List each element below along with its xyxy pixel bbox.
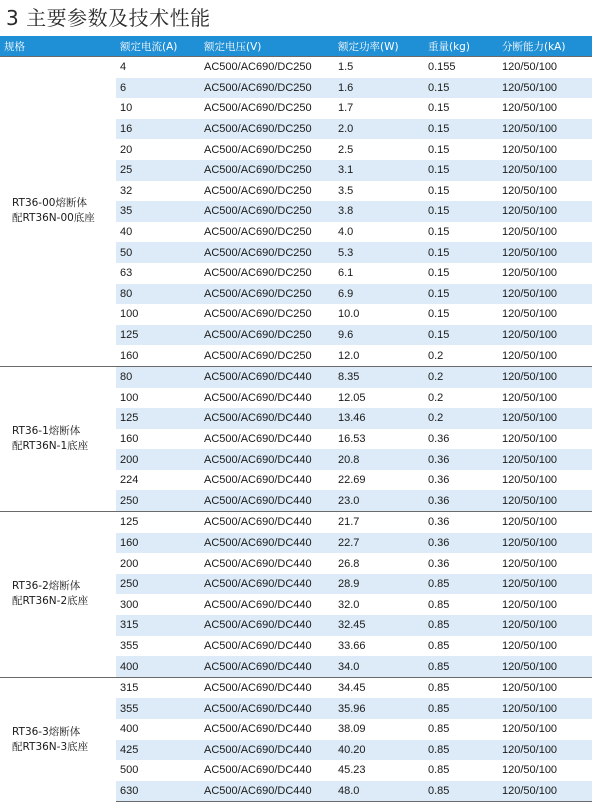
weight-cell: 0.36	[424, 533, 498, 554]
spec-base-label: 配RT36N-1底座	[12, 439, 89, 452]
spec-group-cell	[0, 677, 116, 802]
rated-current-cell: 125	[116, 408, 200, 429]
rated-power-cell: 45.23	[334, 760, 424, 781]
rated-current-cell: 315	[116, 615, 200, 636]
rated-voltage-cell: AC500/AC690/DC250	[200, 325, 334, 346]
weight-cell: 0.85	[424, 574, 498, 595]
breaking-capacity-cell: 120/50/100	[498, 615, 592, 636]
rated-voltage-cell: AC500/AC690/DC440	[200, 656, 334, 677]
weight-cell: 0.15	[424, 119, 498, 140]
rated-current-cell: 500	[116, 760, 200, 781]
rated-power-cell: 13.46	[334, 408, 424, 429]
rated-current-cell: 16	[116, 119, 200, 140]
rated-current-cell: 10	[116, 98, 200, 119]
column-header-rated-voltage: 额定电压(V)	[200, 36, 334, 57]
weight-cell: 0.15	[424, 242, 498, 263]
rated-voltage-cell: AC500/AC690/DC440	[200, 760, 334, 781]
rated-power-cell: 9.6	[334, 325, 424, 346]
breaking-capacity-cell: 120/50/100	[498, 160, 592, 181]
rated-voltage-cell: AC500/AC690/DC440	[200, 553, 334, 574]
rated-current-cell: 63	[116, 263, 200, 284]
rated-current-cell: 224	[116, 470, 200, 491]
rated-voltage-cell: AC500/AC690/DC440	[200, 388, 334, 409]
parameters-table	[0, 36, 592, 802]
weight-cell: 0.155	[424, 57, 498, 78]
breaking-capacity-cell: 120/50/100	[498, 388, 592, 409]
rated-current-cell: 200	[116, 553, 200, 574]
rated-current-cell: 100	[116, 304, 200, 325]
table-body	[0, 57, 592, 802]
table-row	[0, 57, 592, 78]
rated-power-cell: 21.7	[334, 512, 424, 533]
rated-voltage-cell: AC500/AC690/DC440	[200, 677, 334, 698]
rated-power-cell: 6.1	[334, 263, 424, 284]
rated-power-cell: 34.0	[334, 656, 424, 677]
breaking-capacity-cell: 120/50/100	[498, 677, 592, 698]
breaking-capacity-cell: 120/50/100	[498, 222, 592, 243]
rated-power-cell: 8.35	[334, 366, 424, 387]
rated-voltage-cell: AC500/AC690/DC250	[200, 284, 334, 305]
weight-cell: 0.36	[424, 449, 498, 470]
rated-power-cell: 4.0	[334, 222, 424, 243]
spec-group-cell	[0, 366, 116, 511]
breaking-capacity-cell: 120/50/100	[498, 119, 592, 140]
weight-cell: 0.15	[424, 284, 498, 305]
rated-voltage-cell: AC500/AC690/DC250	[200, 345, 334, 366]
spec-group-cell	[0, 512, 116, 678]
rated-current-cell: 630	[116, 781, 200, 802]
breaking-capacity-cell: 120/50/100	[498, 553, 592, 574]
rated-power-cell: 20.8	[334, 449, 424, 470]
weight-cell: 0.15	[424, 78, 498, 99]
table-header-row	[0, 36, 592, 57]
breaking-capacity-cell: 120/50/100	[498, 636, 592, 657]
rated-power-cell: 3.8	[334, 201, 424, 222]
rated-voltage-cell: AC500/AC690/DC440	[200, 574, 334, 595]
rated-voltage-cell: AC500/AC690/DC440	[200, 470, 334, 491]
rated-power-cell: 16.53	[334, 429, 424, 450]
rated-current-cell: 6	[116, 78, 200, 99]
breaking-capacity-cell: 120/50/100	[498, 533, 592, 554]
rated-power-cell: 3.1	[334, 160, 424, 181]
weight-cell: 0.85	[424, 677, 498, 698]
rated-current-cell: 4	[116, 57, 200, 78]
breaking-capacity-cell: 120/50/100	[498, 57, 592, 78]
rated-power-cell: 10.0	[334, 304, 424, 325]
rated-current-cell: 160	[116, 533, 200, 554]
rated-voltage-cell: AC500/AC690/DC440	[200, 615, 334, 636]
weight-cell: 0.85	[424, 781, 498, 802]
spec-fuse-label: RT36-00熔断体	[12, 197, 87, 210]
rated-current-cell: 80	[116, 284, 200, 305]
breaking-capacity-cell: 120/50/100	[498, 656, 592, 677]
rated-current-cell: 160	[116, 429, 200, 450]
weight-cell: 0.85	[424, 740, 498, 761]
rated-voltage-cell: AC500/AC690/DC250	[200, 98, 334, 119]
rated-voltage-cell: AC500/AC690/DC440	[200, 781, 334, 802]
weight-cell: 0.36	[424, 470, 498, 491]
rated-power-cell: 2.5	[334, 139, 424, 160]
rated-current-cell: 32	[116, 181, 200, 202]
breaking-capacity-cell: 120/50/100	[498, 470, 592, 491]
weight-cell: 0.85	[424, 615, 498, 636]
weight-cell: 0.36	[424, 490, 498, 511]
rated-voltage-cell: AC500/AC690/DC440	[200, 366, 334, 387]
rated-voltage-cell: AC500/AC690/DC440	[200, 533, 334, 554]
breaking-capacity-cell: 120/50/100	[498, 78, 592, 99]
rated-voltage-cell: AC500/AC690/DC250	[200, 139, 334, 160]
rated-current-cell: 40	[116, 222, 200, 243]
spec-group-cell	[0, 57, 116, 367]
rated-power-cell: 34.45	[334, 677, 424, 698]
breaking-capacity-cell: 120/50/100	[498, 181, 592, 202]
breaking-capacity-cell: 120/50/100	[498, 429, 592, 450]
breaking-capacity-cell: 120/50/100	[498, 698, 592, 719]
rated-power-cell: 22.69	[334, 470, 424, 491]
weight-cell: 0.36	[424, 512, 498, 533]
rated-voltage-cell: AC500/AC690/DC250	[200, 242, 334, 263]
weight-cell: 0.15	[424, 201, 498, 222]
rated-voltage-cell: AC500/AC690/DC440	[200, 719, 334, 740]
rated-power-cell: 32.0	[334, 594, 424, 615]
weight-cell: 0.15	[424, 160, 498, 181]
spec-fuse-label: RT36-1熔断体	[12, 424, 81, 437]
weight-cell: 0.15	[424, 325, 498, 346]
breaking-capacity-cell: 120/50/100	[498, 345, 592, 366]
spec-fuse-label: RT36-2熔断体	[12, 580, 81, 593]
spec-base-label: 配RT36N-2底座	[12, 595, 89, 608]
rated-power-cell: 26.8	[334, 553, 424, 574]
rated-power-cell: 12.0	[334, 345, 424, 366]
weight-cell: 0.2	[424, 366, 498, 387]
weight-cell: 0.15	[424, 98, 498, 119]
breaking-capacity-cell: 120/50/100	[498, 594, 592, 615]
rated-current-cell: 355	[116, 636, 200, 657]
breaking-capacity-cell: 120/50/100	[498, 719, 592, 740]
rated-power-cell: 1.6	[334, 78, 424, 99]
rated-current-cell: 250	[116, 490, 200, 511]
weight-cell: 0.15	[424, 304, 498, 325]
rated-voltage-cell: AC500/AC690/DC440	[200, 512, 334, 533]
breaking-capacity-cell: 120/50/100	[498, 139, 592, 160]
breaking-capacity-cell: 120/50/100	[498, 449, 592, 470]
rated-power-cell: 6.9	[334, 284, 424, 305]
rated-current-cell: 80	[116, 366, 200, 387]
rated-current-cell: 250	[116, 574, 200, 595]
column-header-breaking-capacity: 分断能力(kA)	[498, 36, 592, 57]
rated-voltage-cell: AC500/AC690/DC250	[200, 119, 334, 140]
rated-power-cell: 32.45	[334, 615, 424, 636]
weight-cell: 0.85	[424, 636, 498, 657]
rated-current-cell: 355	[116, 698, 200, 719]
breaking-capacity-cell: 120/50/100	[498, 740, 592, 761]
spec-base-label: 配RT36N-3底座	[12, 740, 89, 753]
rated-current-cell: 400	[116, 656, 200, 677]
rated-voltage-cell: AC500/AC690/DC440	[200, 740, 334, 761]
breaking-capacity-cell: 120/50/100	[498, 512, 592, 533]
rated-voltage-cell: AC500/AC690/DC250	[200, 304, 334, 325]
column-header-spec: 规格	[0, 36, 116, 57]
table-row	[0, 366, 592, 387]
rated-current-cell: 200	[116, 449, 200, 470]
rated-power-cell: 12.05	[334, 388, 424, 409]
rated-power-cell: 3.5	[334, 181, 424, 202]
weight-cell: 0.2	[424, 345, 498, 366]
rated-power-cell: 35.96	[334, 698, 424, 719]
rated-current-cell: 315	[116, 677, 200, 698]
rated-power-cell: 33.66	[334, 636, 424, 657]
weight-cell: 0.85	[424, 656, 498, 677]
rated-power-cell: 1.5	[334, 57, 424, 78]
rated-voltage-cell: AC500/AC690/DC440	[200, 408, 334, 429]
column-header-rated-current: 额定电流(A)	[116, 36, 200, 57]
weight-cell: 0.2	[424, 388, 498, 409]
rated-current-cell: 400	[116, 719, 200, 740]
weight-cell: 0.85	[424, 719, 498, 740]
rated-power-cell: 28.9	[334, 574, 424, 595]
breaking-capacity-cell: 120/50/100	[498, 490, 592, 511]
rated-voltage-cell: AC500/AC690/DC250	[200, 160, 334, 181]
weight-cell: 0.85	[424, 760, 498, 781]
rated-current-cell: 300	[116, 594, 200, 615]
breaking-capacity-cell: 120/50/100	[498, 304, 592, 325]
rated-power-cell: 22.7	[334, 533, 424, 554]
rated-power-cell: 1.7	[334, 98, 424, 119]
rated-voltage-cell: AC500/AC690/DC440	[200, 698, 334, 719]
rated-current-cell: 20	[116, 139, 200, 160]
rated-voltage-cell: AC500/AC690/DC250	[200, 78, 334, 99]
rated-current-cell: 100	[116, 388, 200, 409]
rated-power-cell: 48.0	[334, 781, 424, 802]
column-header-weight: 重量(kg)	[424, 36, 498, 57]
weight-cell: 0.15	[424, 139, 498, 160]
rated-current-cell: 125	[116, 325, 200, 346]
breaking-capacity-cell: 120/50/100	[498, 574, 592, 595]
rated-voltage-cell: AC500/AC690/DC440	[200, 490, 334, 511]
rated-power-cell: 5.3	[334, 242, 424, 263]
rated-current-cell: 25	[116, 160, 200, 181]
breaking-capacity-cell: 120/50/100	[498, 284, 592, 305]
weight-cell: 0.36	[424, 429, 498, 450]
rated-current-cell: 160	[116, 345, 200, 366]
rated-power-cell: 40.20	[334, 740, 424, 761]
rated-voltage-cell: AC500/AC690/DC440	[200, 449, 334, 470]
breaking-capacity-cell: 120/50/100	[498, 760, 592, 781]
weight-cell: 0.36	[424, 553, 498, 574]
rated-power-cell: 23.0	[334, 490, 424, 511]
spec-fuse-label: RT36-3熔断体	[12, 725, 81, 738]
weight-cell: 0.15	[424, 263, 498, 284]
breaking-capacity-cell: 120/50/100	[498, 325, 592, 346]
rated-current-cell: 35	[116, 201, 200, 222]
rated-voltage-cell: AC500/AC690/DC440	[200, 636, 334, 657]
table-row	[0, 512, 592, 533]
breaking-capacity-cell: 120/50/100	[498, 242, 592, 263]
rated-voltage-cell: AC500/AC690/DC250	[200, 222, 334, 243]
section-title: 3 主要参数及技术性能	[6, 6, 211, 30]
weight-cell: 0.85	[424, 698, 498, 719]
breaking-capacity-cell: 120/50/100	[498, 98, 592, 119]
rated-voltage-cell: AC500/AC690/DC440	[200, 429, 334, 450]
table-row	[0, 677, 592, 698]
weight-cell: 0.15	[424, 181, 498, 202]
breaking-capacity-cell: 120/50/100	[498, 201, 592, 222]
rated-voltage-cell: AC500/AC690/DC250	[200, 201, 334, 222]
rated-current-cell: 425	[116, 740, 200, 761]
rated-power-cell: 38.09	[334, 719, 424, 740]
breaking-capacity-cell: 120/50/100	[498, 408, 592, 429]
rated-voltage-cell: AC500/AC690/DC250	[200, 181, 334, 202]
rated-voltage-cell: AC500/AC690/DC250	[200, 263, 334, 284]
weight-cell: 0.15	[424, 222, 498, 243]
weight-cell: 0.85	[424, 594, 498, 615]
breaking-capacity-cell: 120/50/100	[498, 366, 592, 387]
spec-base-label: 配RT36N-00底座	[12, 212, 95, 225]
rated-current-cell: 125	[116, 512, 200, 533]
rated-power-cell: 2.0	[334, 119, 424, 140]
rated-voltage-cell: AC500/AC690/DC440	[200, 594, 334, 615]
column-header-rated-power: 额定功率(W)	[334, 36, 424, 57]
rated-voltage-cell: AC500/AC690/DC250	[200, 57, 334, 78]
breaking-capacity-cell: 120/50/100	[498, 263, 592, 284]
weight-cell: 0.2	[424, 408, 498, 429]
breaking-capacity-cell: 120/50/100	[498, 781, 592, 802]
rated-current-cell: 50	[116, 242, 200, 263]
